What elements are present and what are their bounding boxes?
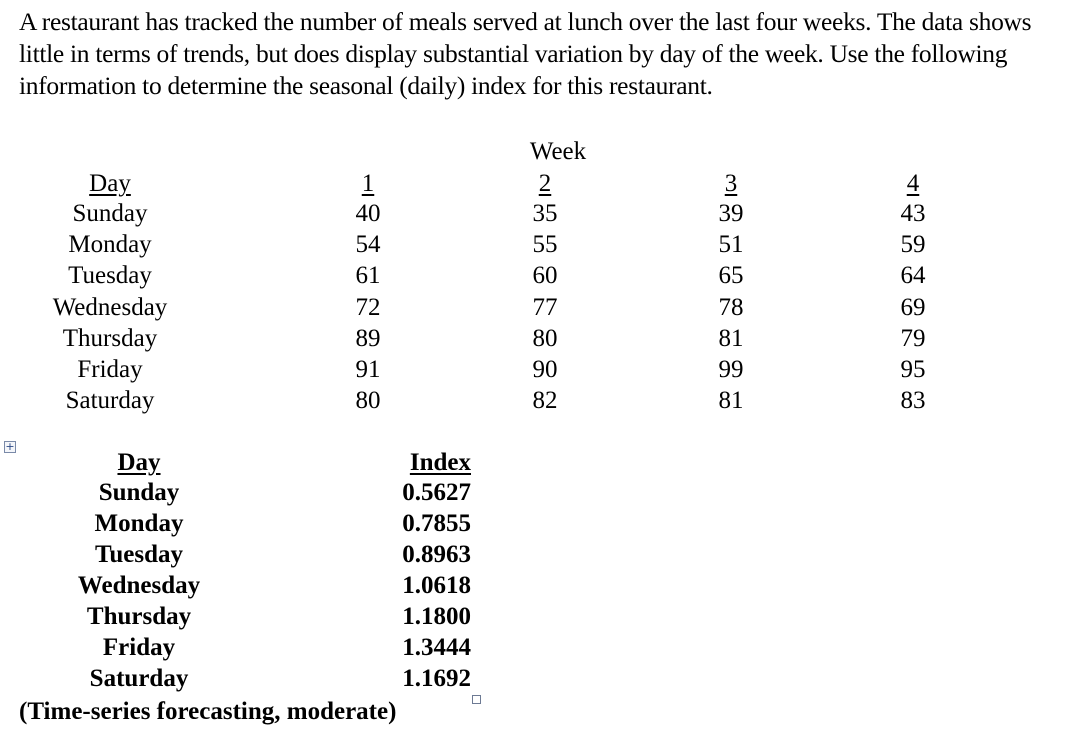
day-column-header: Day bbox=[89, 170, 131, 197]
index-value: 1.1800 bbox=[402, 603, 471, 630]
meal-count-cell: 89 bbox=[355, 325, 381, 352]
meal-count-cell: 61 bbox=[355, 262, 381, 289]
meal-count-cell: 82 bbox=[532, 387, 558, 414]
meal-count-cell: 51 bbox=[718, 231, 744, 258]
index-value: 1.3444 bbox=[402, 634, 471, 661]
problem-statement: A restaurant has tracked the number of meals served at lunch over the last four weeks. The data shows little in terms of trends, but does display substantial variation by day of the week. Use the following information to determine the seasonal (daily) index for this restaurant. bbox=[19, 7, 1032, 100]
meal-count-cell: 77 bbox=[532, 294, 558, 321]
meal-count-cell: 65 bbox=[718, 262, 744, 289]
day-label: Friday bbox=[77, 356, 143, 383]
meal-count-cell: 80 bbox=[532, 325, 558, 352]
day-label: Thursday bbox=[62, 325, 158, 352]
meal-count-cell: 43 bbox=[900, 200, 926, 227]
day-label: Tuesday bbox=[68, 262, 152, 289]
index-day-label: Sunday bbox=[98, 479, 180, 506]
meal-count-cell: 95 bbox=[900, 356, 926, 383]
index-day-label: Wednesday bbox=[77, 572, 201, 599]
week-header-4: 4 bbox=[906, 170, 920, 197]
meal-count-cell: 39 bbox=[718, 200, 744, 227]
meal-count-cell: 40 bbox=[355, 200, 381, 227]
index-day-label: Friday bbox=[102, 634, 176, 661]
meal-count-cell: 83 bbox=[900, 387, 926, 414]
meal-count-cell: 59 bbox=[900, 231, 926, 258]
index-day-label: Saturday bbox=[89, 665, 189, 692]
day-label: Saturday bbox=[65, 387, 155, 414]
index-day-label: Thursday bbox=[86, 603, 192, 630]
meal-count-cell: 80 bbox=[355, 387, 381, 414]
meal-count-cell: 60 bbox=[532, 262, 558, 289]
index-value: 0.8963 bbox=[402, 541, 471, 568]
resize-handle-icon[interactable] bbox=[472, 695, 481, 704]
week-header-3: 3 bbox=[724, 170, 738, 197]
meal-count-cell: 99 bbox=[718, 356, 744, 383]
week-group-header: Week bbox=[529, 138, 587, 165]
meal-count-cell: 81 bbox=[718, 325, 744, 352]
index-value: 1.0618 bbox=[402, 572, 471, 599]
meal-count-cell: 35 bbox=[532, 200, 558, 227]
footnote: (Time-series forecasting, moderate) bbox=[19, 698, 397, 725]
meal-count-cell: 69 bbox=[900, 294, 926, 321]
meal-count-cell: 55 bbox=[532, 231, 558, 258]
day-label: Wednesday bbox=[52, 294, 168, 321]
index-value: 0.7855 bbox=[402, 510, 471, 537]
meal-count-cell: 81 bbox=[718, 387, 744, 414]
index-value: 0.5627 bbox=[402, 479, 471, 506]
index-value-header: Index bbox=[409, 449, 471, 476]
meal-count-cell: 64 bbox=[900, 262, 926, 289]
meal-count-cell: 78 bbox=[718, 294, 744, 321]
day-label: Sunday bbox=[72, 200, 148, 227]
meal-count-cell: 91 bbox=[355, 356, 381, 383]
day-label: Monday bbox=[68, 231, 152, 258]
meal-count-cell: 72 bbox=[355, 294, 381, 321]
index-day-label: Monday bbox=[94, 510, 184, 537]
week-header-1: 1 bbox=[361, 170, 375, 197]
meal-count-cell: 90 bbox=[532, 356, 558, 383]
index-day-label: Tuesday bbox=[94, 541, 184, 568]
index-value: 1.1692 bbox=[402, 665, 471, 692]
week-header-2: 2 bbox=[538, 170, 552, 197]
move-anchor-icon[interactable]: + bbox=[5, 440, 15, 453]
meal-count-cell: 54 bbox=[355, 231, 381, 258]
index-day-header: Day bbox=[117, 449, 161, 476]
meal-count-cell: 79 bbox=[900, 325, 926, 352]
